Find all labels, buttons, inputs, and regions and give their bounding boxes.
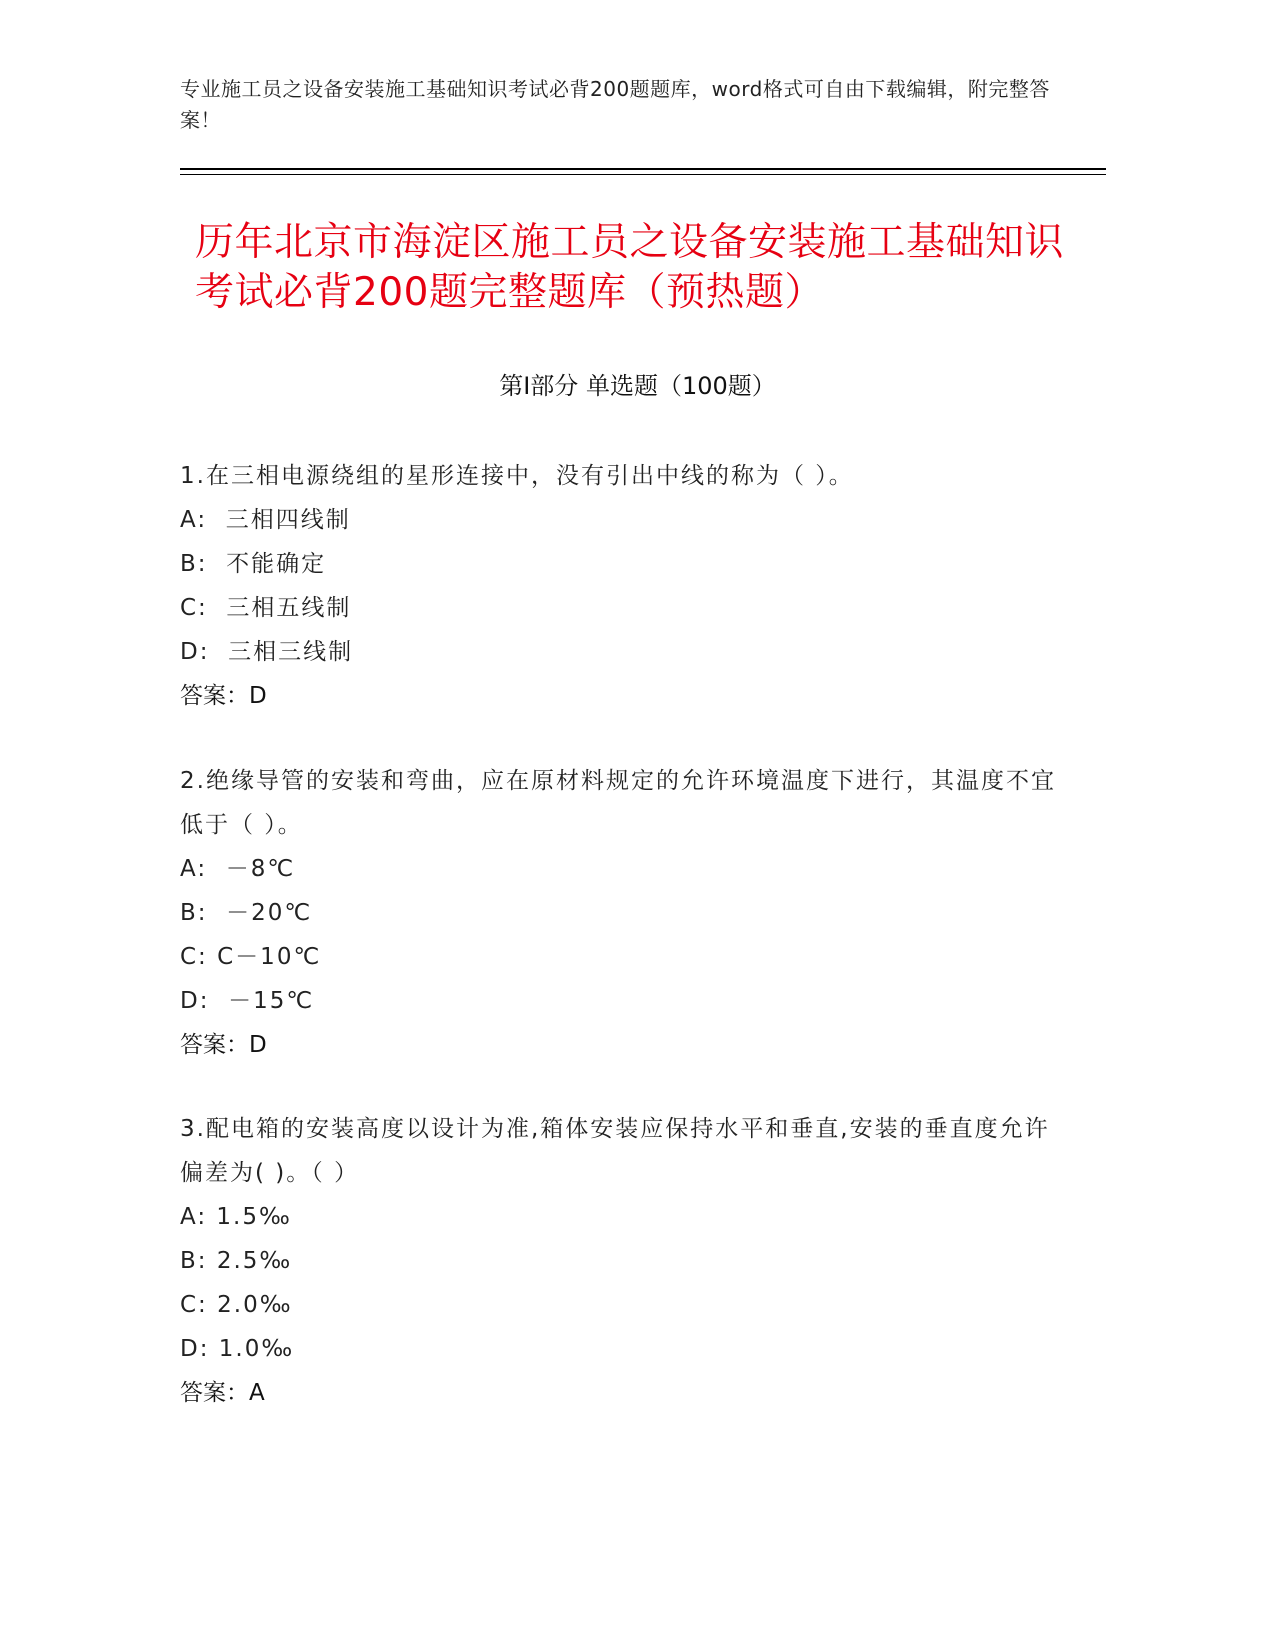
- option-a: A: 1.5‰: [180, 1204, 292, 1230]
- option-c: C: 三相五线制: [180, 595, 352, 621]
- header-rule-thick: [180, 168, 1106, 170]
- question-1: [180, 454, 1060, 718]
- header-note: 专业施工员之设备安装施工基础知识考试必背200题题库，word格式可自由下载编辑，附完整答案！: [180, 77, 1050, 132]
- option-a: A: －8℃: [180, 856, 296, 882]
- option-b: B: 不能确定: [180, 551, 327, 577]
- question-3: [180, 1107, 1060, 1415]
- option-b: B: 2.5‰: [180, 1248, 293, 1274]
- question-stem: 2.绝缘导管的安装和弯曲，应在原材料规定的允许环境温度下进行，其温度不宜低于（ ）。: [180, 768, 1056, 838]
- option-a: A: 三相四线制: [180, 507, 351, 533]
- main-title: 历年北京市海淀区施工员之设备安装施工基础知识考试必背200题完整题库（预热题）: [195, 220, 1065, 315]
- answer: 答案：A: [180, 1380, 265, 1406]
- question-stem: 1.在三相电源绕组的星形连接中，没有引出中线的称为（ ）。: [180, 463, 854, 489]
- option-d: D: －15℃: [180, 988, 315, 1014]
- option-b: B: －20℃: [180, 900, 313, 926]
- option-c: C: 2.0‰: [180, 1292, 293, 1318]
- answer: 答案：D: [180, 683, 267, 709]
- answer: 答案：D: [180, 1032, 267, 1058]
- option-c: C: C－10℃: [180, 944, 322, 970]
- option-d: D: 1.0‰: [180, 1336, 295, 1362]
- section-title: 第Ⅰ部分 单选题（100题）: [499, 372, 776, 400]
- question-stem: 3.配电箱的安装高度以设计为准,箱体安装应保持水平和垂直,安装的垂直度允许偏差为( )。（ ）: [180, 1116, 1050, 1186]
- option-d: D: 三相三线制: [180, 639, 354, 665]
- header-rule-thin: [180, 174, 1106, 175]
- question-2: [180, 759, 1060, 1067]
